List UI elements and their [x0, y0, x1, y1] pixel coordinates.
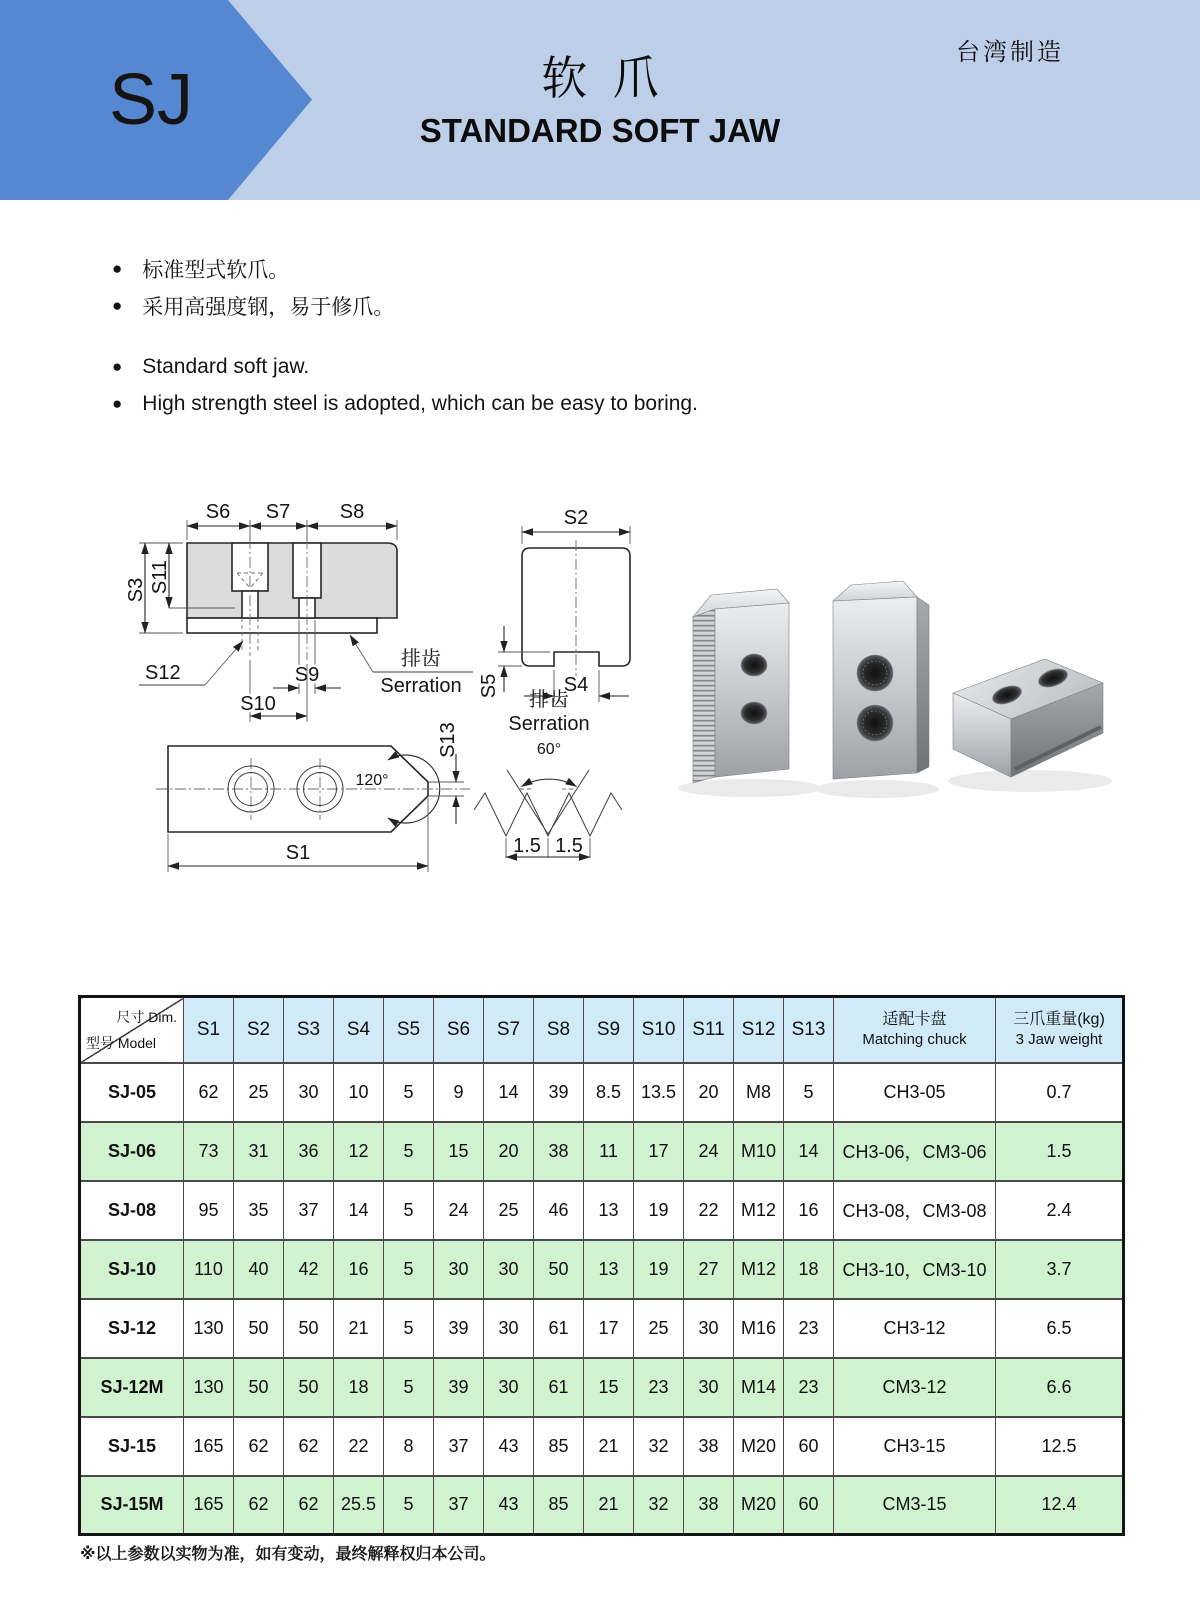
dim-value-cell-s10: 13.5 [634, 1063, 684, 1122]
dim-value-cell-s4: 16 [334, 1240, 384, 1299]
dim-label-s11: S11 [149, 559, 171, 595]
dim-value-cell-s5: 5 [384, 1181, 434, 1240]
dim-label-s10: S10 [240, 693, 276, 715]
dim-value-cell-s12: M16 [734, 1299, 784, 1358]
dim-value-cell-s6: 37 [434, 1476, 484, 1535]
dim-header-s2: S2 [234, 997, 284, 1063]
dim-value-cell-s6: 39 [434, 1299, 484, 1358]
chuck-header-en: Matching chuck [862, 1031, 967, 1049]
dim-value-cell-s4: 25.5 [334, 1476, 384, 1535]
serration-title-en: Serration [508, 713, 590, 735]
dim-value-cell-s6: 15 [434, 1122, 484, 1181]
dim-value-cell-s1: 62 [184, 1063, 234, 1122]
table-row-sj-15 [80, 1417, 1124, 1476]
dim-value-cell-s9: 8.5 [584, 1063, 634, 1122]
dim-value-cell-s4: 22 [334, 1417, 384, 1476]
dim-value-cell-s8: 85 [534, 1417, 584, 1476]
dim-value-cell-s13: 60 [784, 1417, 834, 1476]
dim-value-cell-s10: 17 [634, 1122, 684, 1181]
dim-value-cell-s13: 60 [784, 1476, 834, 1535]
dim-value-cell-s3: 50 [284, 1358, 334, 1417]
drawing-cross-section [470, 498, 645, 713]
model-cell: SJ-05 [80, 1063, 184, 1122]
dim-value-cell-s1: 130 [184, 1299, 234, 1358]
dim-label-s8: S8 [339, 501, 365, 523]
dim-value-cell-s2: 50 [234, 1358, 284, 1417]
side-view-body [187, 538, 397, 660]
top-view-body [156, 746, 470, 832]
feature-list [112, 250, 698, 422]
table-row-sj-05 [80, 1063, 1124, 1122]
weight-header-cn: 三爪重量(kg) [1013, 1010, 1105, 1028]
chuck-cell: CH3-12 [834, 1299, 996, 1358]
chuck-cell: CM3-15 [834, 1476, 996, 1535]
dim-value-cell-s2: 62 [234, 1476, 284, 1535]
weight-cell: 6.5 [996, 1299, 1124, 1358]
dim-header-s3: S3 [284, 997, 334, 1063]
chuck-cell: CH3-08，CM3-08 [834, 1181, 996, 1240]
section-body [522, 540, 630, 684]
dim-value-cell-s9: 11 [584, 1122, 634, 1181]
dim-label-s9: S9 [294, 664, 320, 686]
dim-value-cell-s5: 5 [384, 1063, 434, 1122]
dim-value-cell-s3: 42 [284, 1240, 334, 1299]
footnote: ※以上参数以实物为准，如有变动，最终解释权归本公司。 [80, 1546, 496, 1563]
dim-label-s1: S1 [285, 842, 311, 864]
model-cell: SJ-10 [80, 1240, 184, 1299]
model-cell: SJ-15M [80, 1476, 184, 1535]
product-photo [655, 545, 1130, 825]
dim-value-cell-s1: 165 [184, 1417, 234, 1476]
model-cell: SJ-12M [80, 1358, 184, 1417]
feature-text: 采用高强度钢，易于修爪。 [142, 295, 395, 319]
dim-value-cell-s13: 18 [784, 1240, 834, 1299]
serration-title-cn: 排齿 [529, 689, 569, 711]
dim-value-cell-s12: M12 [734, 1240, 784, 1299]
weight-cell: 6.6 [996, 1358, 1124, 1417]
dim-value-cell-s9: 13 [584, 1181, 634, 1240]
dim-value-cell-s13: 14 [784, 1122, 834, 1181]
dim-value-cell-s2: 25 [234, 1063, 284, 1122]
dim-value-cell-s7: 30 [484, 1358, 534, 1417]
dim-value-cell-s10: 25 [634, 1299, 684, 1358]
table-row-sj-12 [80, 1299, 1124, 1358]
dim-value-cell-s6: 9 [434, 1063, 484, 1122]
dim-value-cell-s4: 14 [334, 1181, 384, 1240]
dim-value-cell-s9: 21 [584, 1417, 634, 1476]
dim-value-cell-s7: 43 [484, 1417, 534, 1476]
chuck-cell: CH3-15 [834, 1417, 996, 1476]
chamfer-angle-label: 120° [355, 772, 389, 789]
dim-header-s9: S9 [584, 997, 634, 1063]
dim-value-cell-s2: 62 [234, 1417, 284, 1476]
dim-value-cell-s2: 35 [234, 1181, 284, 1240]
corner-header-cell [80, 997, 184, 1063]
bullet-icon: ● [112, 357, 123, 376]
chuck-cell: CH3-05 [834, 1063, 996, 1122]
dim-value-cell-s8: 50 [534, 1240, 584, 1299]
jaw-block-left [693, 589, 789, 783]
dim-header-s6: S6 [434, 997, 484, 1063]
dim-header-s7: S7 [484, 997, 534, 1063]
dim-value-cell-s1: 130 [184, 1358, 234, 1417]
weight-cell: 1.5 [996, 1122, 1124, 1181]
dim-value-cell-s7: 14 [484, 1063, 534, 1122]
dim-value-cell-s2: 40 [234, 1240, 284, 1299]
pitch-label-left: 1.5 [513, 835, 541, 857]
dim-value-cell-s12: M20 [734, 1417, 784, 1476]
serration-profile-lines [474, 770, 622, 858]
table-row-sj-10 [80, 1240, 1124, 1299]
dim-label-s12: S12 [145, 662, 181, 684]
dim-value-cell-s2: 31 [234, 1122, 284, 1181]
dim-value-cell-s10: 32 [634, 1417, 684, 1476]
dim-header-s5: S5 [384, 997, 434, 1063]
dim-value-cell-s3: 30 [284, 1063, 334, 1122]
dim-value-cell-s1: 165 [184, 1476, 234, 1535]
feature-text: 标准型式软爪。 [142, 258, 290, 282]
dim-value-cell-s8: 61 [534, 1299, 584, 1358]
dim-value-cell-s13: 23 [784, 1299, 834, 1358]
spacer [112, 324, 698, 348]
dim-value-cell-s5: 8 [384, 1417, 434, 1476]
drawing-top-view [148, 716, 483, 884]
dim-value-cell-s3: 36 [284, 1122, 334, 1181]
dim-value-cell-s10: 32 [634, 1476, 684, 1535]
dim-value-cell-s1: 73 [184, 1122, 234, 1181]
weight-cell: 12.5 [996, 1417, 1124, 1476]
dim-value-cell-s7: 30 [484, 1240, 534, 1299]
dim-value-cell-s8: 38 [534, 1122, 584, 1181]
dim-value-cell-s7: 43 [484, 1476, 534, 1535]
dim-value-cell-s11: 20 [684, 1063, 734, 1122]
weight-cell: 2.4 [996, 1181, 1124, 1240]
table-header-row [80, 997, 1124, 1063]
dim-value-cell-s4: 18 [334, 1358, 384, 1417]
table-row-sj-15m [80, 1476, 1124, 1535]
dim-value-cell-s3: 50 [284, 1299, 334, 1358]
dim-header-s8: S8 [534, 997, 584, 1063]
dim-value-cell-s4: 12 [334, 1122, 384, 1181]
bullet-icon: ● [112, 394, 123, 413]
feature-item-en [112, 348, 698, 385]
chuck-cell: CH3-06，CM3-06 [834, 1122, 996, 1181]
dim-value-cell-s9: 17 [584, 1299, 634, 1358]
dim-label-s6: S6 [205, 501, 231, 523]
dim-value-cell-s11: 24 [684, 1122, 734, 1181]
dim-label-s7: S7 [265, 501, 291, 523]
dim-header-s11: S11 [684, 997, 734, 1063]
table-row-sj-08 [80, 1181, 1124, 1240]
dim-label-s3: S3 [125, 577, 147, 603]
weight-cell: 0.7 [996, 1063, 1124, 1122]
weight-header-en: 3 Jaw weight [1015, 1031, 1103, 1049]
dim-header-s13: S13 [784, 997, 834, 1063]
dim-header-s12: S12 [734, 997, 784, 1063]
serration-label-en: Serration [380, 675, 462, 697]
dim-value-cell-s4: 10 [334, 1063, 384, 1122]
corner-label-model: 型号 Model [86, 1034, 157, 1051]
weight-cell: 12.4 [996, 1476, 1124, 1535]
dim-value-cell-s9: 15 [584, 1358, 634, 1417]
made-in-label: 台湾制造 [956, 39, 1064, 66]
dim-value-cell-s12: M8 [734, 1063, 784, 1122]
dim-value-cell-s12: M20 [734, 1476, 784, 1535]
weight-cell: 3.7 [996, 1240, 1124, 1299]
dim-value-cell-s10: 19 [634, 1181, 684, 1240]
model-cell: SJ-15 [80, 1417, 184, 1476]
dim-value-cell-s10: 19 [634, 1240, 684, 1299]
dim-value-cell-s7: 25 [484, 1181, 534, 1240]
dim-value-cell-s9: 13 [584, 1240, 634, 1299]
feature-item-cn [112, 287, 698, 324]
serration-label-cn: 排齿 [401, 648, 441, 670]
dim-value-cell-s6: 30 [434, 1240, 484, 1299]
dim-value-cell-s5: 5 [384, 1122, 434, 1181]
dim-value-cell-s5: 5 [384, 1299, 434, 1358]
dim-value-cell-s11: 30 [684, 1299, 734, 1358]
dim-value-cell-s9: 21 [584, 1476, 634, 1535]
table-row-sj-12m [80, 1358, 1124, 1417]
model-cell: SJ-12 [80, 1299, 184, 1358]
dim-label-s13: S13 [437, 722, 459, 758]
chuck-cell: CM3-12 [834, 1358, 996, 1417]
table-row-sj-06 [80, 1122, 1124, 1181]
dim-value-cell-s11: 38 [684, 1476, 734, 1535]
bullet-icon: ● [112, 296, 123, 315]
chuck-cell: CH3-10，CM3-10 [834, 1240, 996, 1299]
dim-label-s5: S5 [478, 673, 500, 699]
dim-value-cell-s3: 37 [284, 1181, 334, 1240]
dim-value-cell-s1: 110 [184, 1240, 234, 1299]
dim-value-cell-s12: M14 [734, 1358, 784, 1417]
drawing-side-view [125, 498, 475, 753]
page-title-cn: 软 爪 [541, 52, 659, 104]
dim-value-cell-s6: 24 [434, 1181, 484, 1240]
dim-value-cell-s5: 5 [384, 1240, 434, 1299]
dim-value-cell-s11: 27 [684, 1240, 734, 1299]
dim-value-cell-s12: M12 [734, 1181, 784, 1240]
pitch-label-right: 1.5 [555, 835, 583, 857]
spec-table [78, 995, 1125, 1536]
chuck-header-cn: 适配卡盘 [882, 1010, 947, 1028]
dim-value-cell-s5: 5 [384, 1476, 434, 1535]
dim-value-cell-s6: 37 [434, 1417, 484, 1476]
dim-value-cell-s13: 23 [784, 1358, 834, 1417]
dim-value-cell-s8: 39 [534, 1063, 584, 1122]
model-cell: SJ-08 [80, 1181, 184, 1240]
dim-label-s4: S4 [563, 674, 589, 696]
dim-value-cell-s2: 50 [234, 1299, 284, 1358]
jaw-block-center [833, 581, 929, 779]
dim-value-cell-s8: 46 [534, 1181, 584, 1240]
dim-value-cell-s13: 5 [784, 1063, 834, 1122]
dim-value-cell-s8: 61 [534, 1358, 584, 1417]
dim-value-cell-s6: 39 [434, 1358, 484, 1417]
feature-item-en [112, 385, 698, 422]
dim-value-cell-s3: 62 [284, 1476, 334, 1535]
header-banner [0, 0, 1200, 200]
dim-value-cell-s7: 30 [484, 1299, 534, 1358]
dim-label-s2: S2 [563, 507, 589, 529]
feature-text: Standard soft jaw. [142, 354, 310, 378]
chuck-header-cell [834, 997, 996, 1063]
dim-value-cell-s11: 30 [684, 1358, 734, 1417]
dim-value-cell-s11: 38 [684, 1417, 734, 1476]
dim-value-cell-s13: 16 [784, 1181, 834, 1240]
dim-value-cell-s5: 5 [384, 1358, 434, 1417]
weight-header-cell [996, 997, 1124, 1063]
dim-value-cell-s4: 21 [334, 1299, 384, 1358]
dim-value-cell-s1: 95 [184, 1181, 234, 1240]
dim-value-cell-s11: 22 [684, 1181, 734, 1240]
jaw-block-lying [953, 659, 1103, 777]
dim-header-s1: S1 [184, 997, 234, 1063]
series-code: SJ [108, 60, 194, 140]
serration-angle-label: 60° [536, 741, 562, 758]
dim-value-cell-s10: 23 [634, 1358, 684, 1417]
dim-value-cell-s8: 85 [534, 1476, 584, 1535]
dim-header-s10: S10 [634, 997, 684, 1063]
corner-label-dim: 尺寸 Dim. [116, 1009, 177, 1025]
dim-value-cell-s3: 62 [284, 1417, 334, 1476]
dim-value-cell-s12: M10 [734, 1122, 784, 1181]
feature-text: High strength steel is adopted, which can be easy to boring. [142, 391, 698, 415]
page-title-en: STANDARD SOFT JAW [419, 112, 781, 149]
bullet-icon: ● [112, 259, 123, 278]
dim-value-cell-s7: 20 [484, 1122, 534, 1181]
dim-header-s4: S4 [334, 997, 384, 1063]
model-cell: SJ-06 [80, 1122, 184, 1181]
feature-item-cn [112, 250, 698, 287]
